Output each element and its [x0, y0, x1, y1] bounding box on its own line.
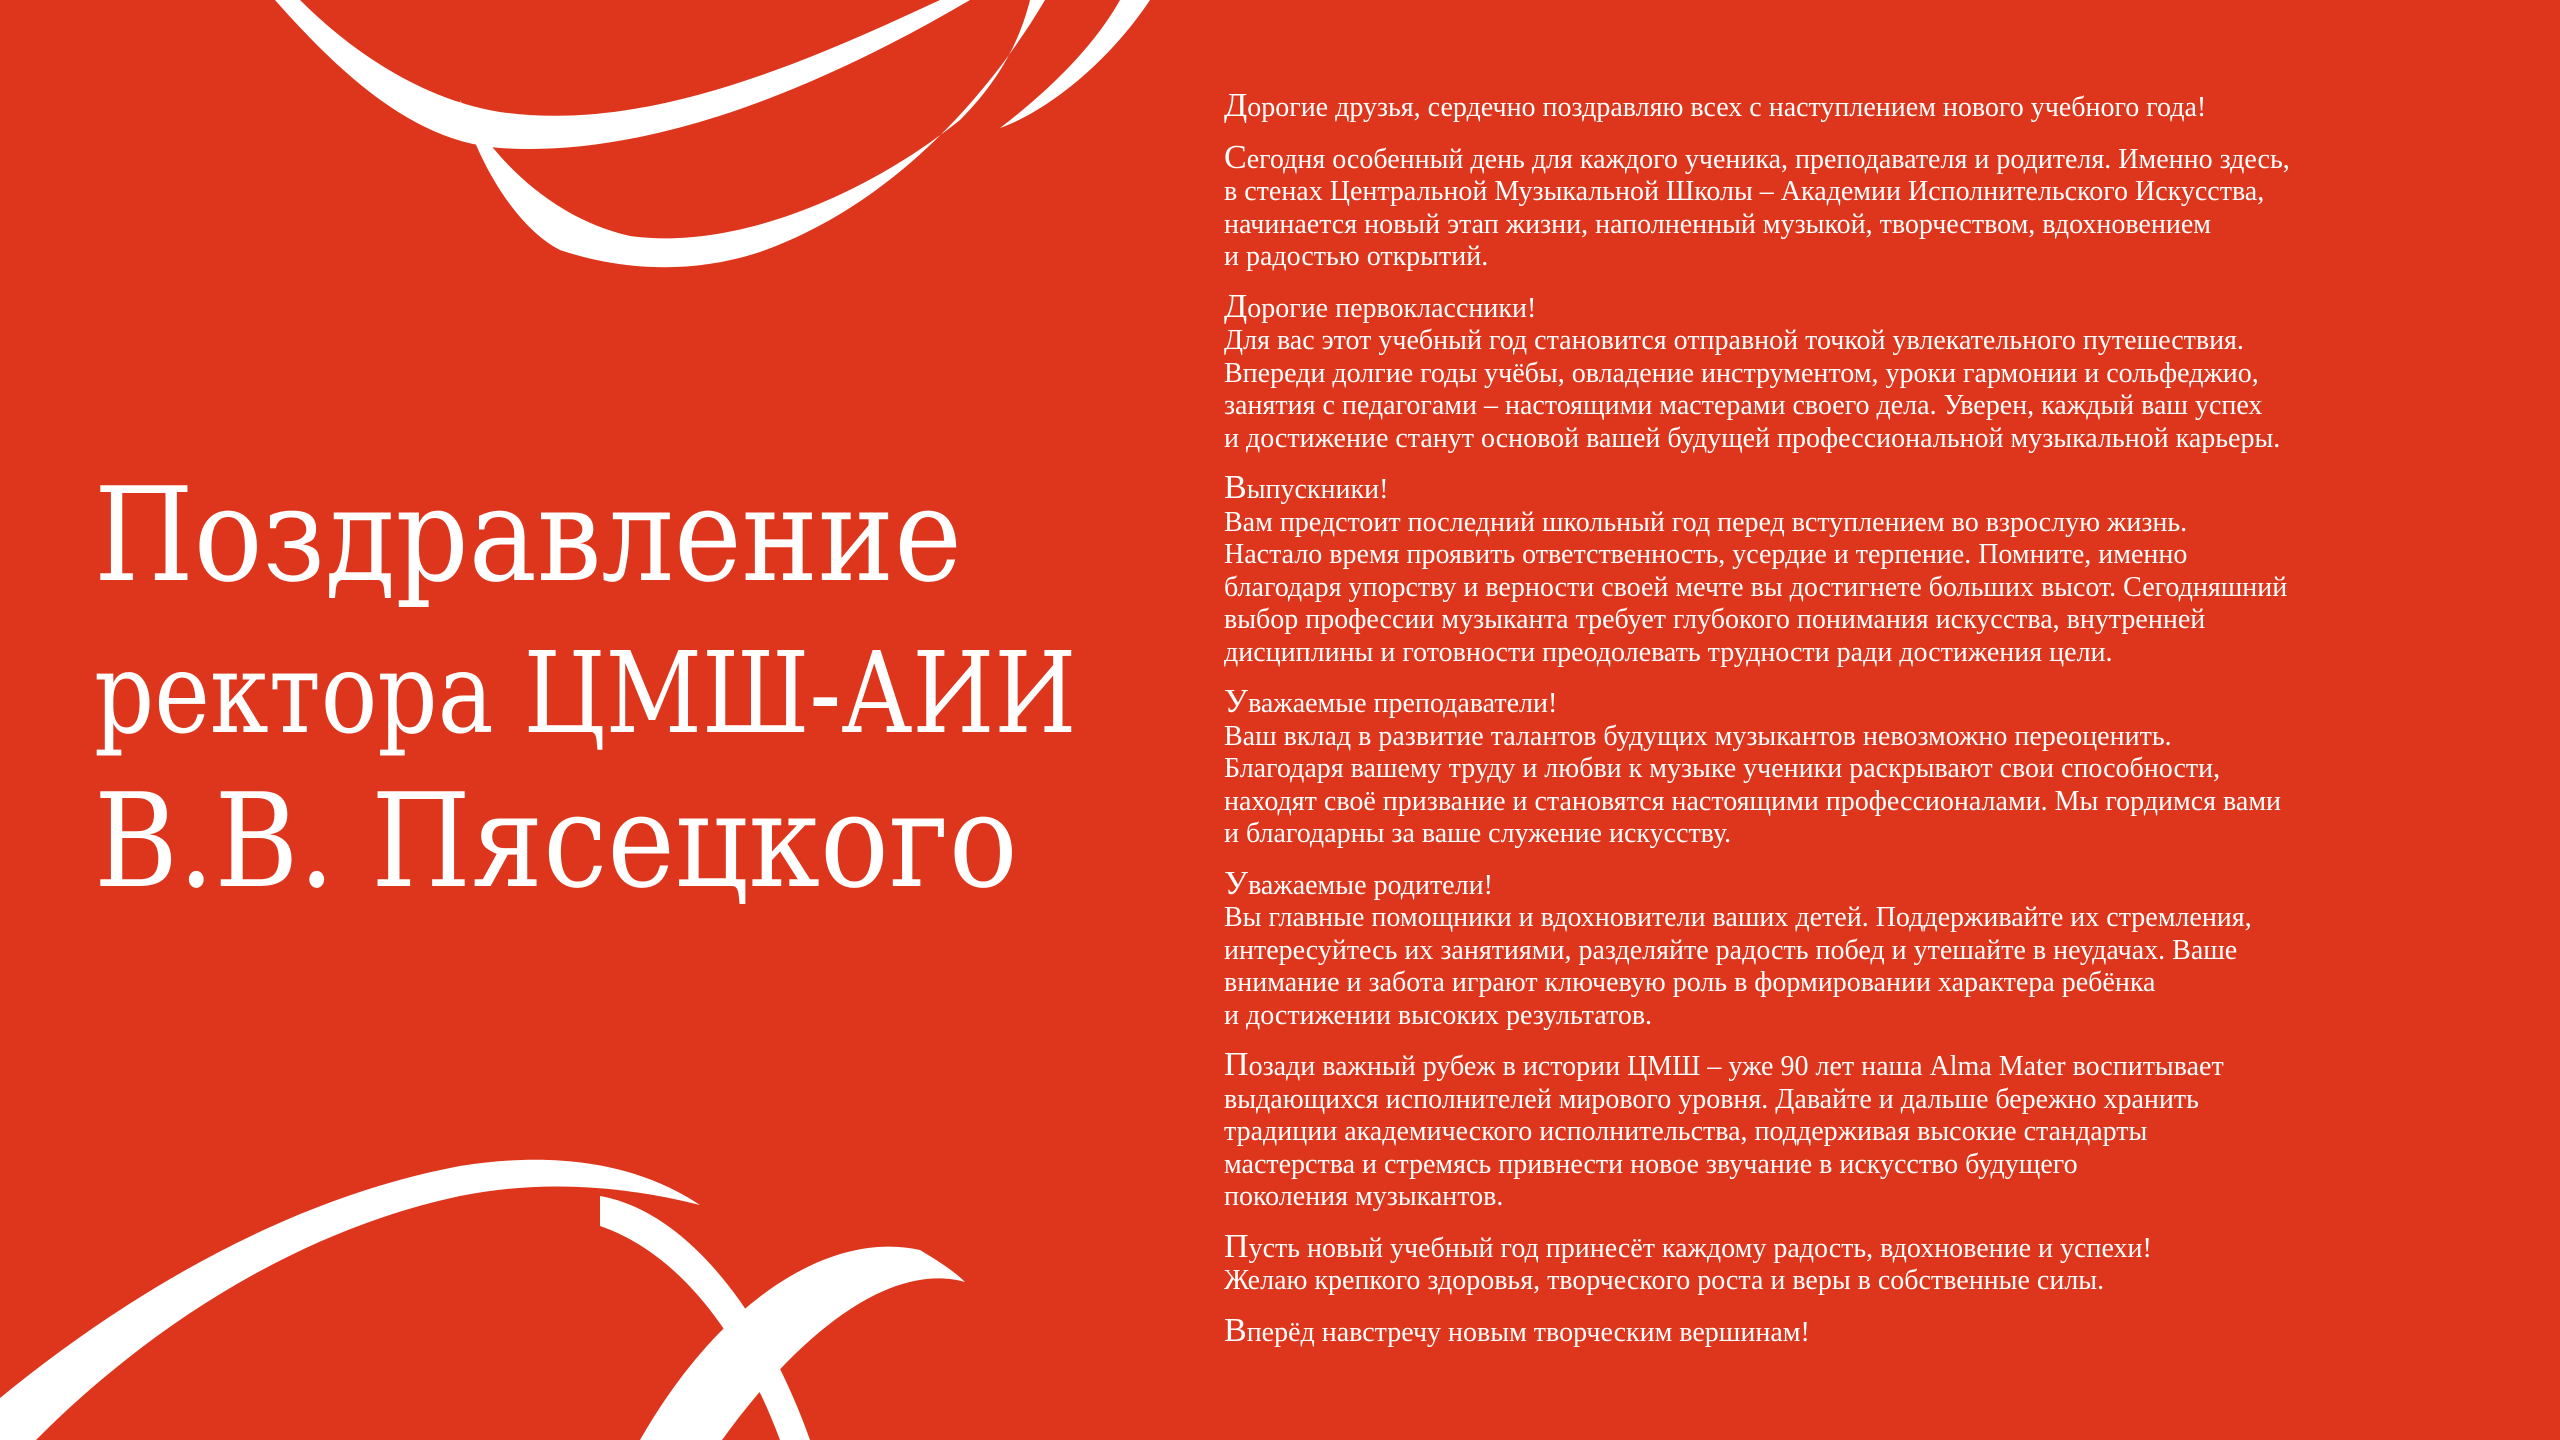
initial-letter: У [1224, 864, 1249, 902]
ribbon-bottom-left [0, 1160, 700, 1440]
ribbon-top-right [1000, 0, 1150, 128]
initial-letter: С [1224, 138, 1247, 176]
letter-line: занятия с педагогами – настоящими мастерами своего дела. Уверен, каждый ваш успех [1224, 390, 2263, 421]
letter-line: благодаря упорству и верности своей мечте вы достигнете больших высот. Сегодняшний [1224, 571, 2288, 603]
letter-line: Уважаемые преподаватели! [1224, 683, 1558, 720]
letter-line: выбор профессии музыканта требует глубокого понимания искусства, внутренней [1224, 604, 2206, 635]
letter-line: Настало время проявить ответственность, усердие и терпение. Помните, именно [1224, 539, 2188, 570]
letter-line: Вперёд навстречу новым творческим вершинам! [1224, 1311, 1810, 1349]
letter-line: начинается новый этап жизни, наполненный музыкой, творчеством, вдохновением [1224, 208, 2211, 240]
letter-line: Позади важный рубеж в истории ЦМШ – уже 90 лет наша Alma Mater воспитывает [1224, 1046, 2224, 1083]
letter-paragraph [1224, 1227, 2424, 1298]
ribbon-bottom-right [600, 1196, 810, 1440]
letter-line: Благодаря вашему труду и любви к музыке ученики раскрывают свои способности, [1224, 753, 2221, 784]
letter-line: в стенах Центральной Музыкальной Школы – Академии Исполнительского Искусства, [1224, 176, 2265, 207]
letter-line: и достижении высоких результатов. [1224, 999, 1653, 1031]
initial-letter: У [1224, 683, 1249, 720]
letter-line: мастерства и стремясь привнести новое звучание в искусство будущего [1224, 1148, 2078, 1180]
letter-line: и благодарны за ваше служение искусству. [1224, 818, 1732, 849]
ribbon-bottom-middle [640, 1247, 965, 1440]
page-title [94, 459, 1094, 917]
letter-line: Вы главные помощники и вдохновители ваших детей. Поддерживайте их стремления, [1224, 902, 2252, 933]
letter-paragraph [1224, 469, 2424, 669]
letter-line: интересуйтесь их занятиями, разделяйте радость побед и утешайте в неудачах. Ваше [1224, 934, 2238, 966]
letter-line: Ваш вклад в развитие талантов будущих музыкантов невозможно переоценить. [1224, 720, 2172, 752]
letter-line: и радостью открытий. [1224, 241, 1489, 272]
letter-line: выдающихся исполнителей мирового уровня. Давайте и дальше бережно хранить [1224, 1083, 2199, 1115]
letter-line: Впереди долгие годы учёбы, овладение инструментом, уроки гармонии и сольфеджио, [1224, 357, 2259, 389]
initial-letter: В [1224, 1311, 1247, 1349]
letter-line: внимание и забота играют ключевую роль в формировании характера ребёнка [1224, 967, 2156, 998]
initial-letter: П [1224, 1046, 1249, 1083]
letter-line: Сегодня особенный день для каждого ученика, преподавателя и родителя. Именно здесь, [1224, 138, 2290, 176]
letter-line: и достижение станут основой вашей будущей профессиональной музыкальной карьеры. [1224, 422, 2281, 454]
letter-line: поколения музыкантов. [1224, 1181, 1504, 1212]
ribbon-top-center [460, 0, 1045, 267]
letter-paragraph [1224, 864, 2424, 1033]
initial-letter: Д [1224, 87, 1248, 124]
initial-letter: П [1224, 1227, 1249, 1265]
letter-line: Дорогие первоклассники! [1224, 287, 1537, 325]
letter-paragraph [1224, 87, 2424, 125]
congratulation-letter [1224, 87, 2424, 1366]
letter-paragraph [1224, 1046, 2424, 1214]
letter-paragraph [1224, 1311, 2424, 1350]
letter-line: Желаю крепкого здоровья, творческого роста и веры в собственные силы. [1224, 1265, 2105, 1296]
letter-line: традиции академического исполнительства, поддерживая высокие стандарты [1224, 1116, 2148, 1147]
title-line-3: В.В. Пясецкого [94, 765, 1018, 917]
letter-paragraph [1224, 287, 2424, 456]
initial-letter: Д [1224, 287, 1248, 325]
initial-letter: В [1224, 469, 1247, 506]
title-line-1: Поздравление [94, 459, 962, 611]
letter-line: Вам предстоит последний школьный год перед вступлением во взрослую жизнь. [1224, 506, 2188, 538]
ribbon-top-left [275, 0, 970, 149]
letter-line: Уважаемые родители! [1224, 864, 1493, 902]
title-line-2: ректора ЦМШ-АИИ [94, 629, 1077, 759]
letter-line: Для вас этот учебный год становится отправной точкой увлекательного путешествия. [1224, 325, 2244, 356]
letter-line: Пусть новый учебный год принесёт каждому радость, вдохновение и успехи! [1224, 1227, 2152, 1265]
letter-line: дисциплины и готовности преодолевать трудности ради достижения цели. [1224, 636, 2113, 668]
letter-paragraph [1224, 683, 2424, 851]
letter-line: Выпускники! [1224, 469, 1389, 506]
letter-line: Дорогие друзья, сердечно поздравляю всех с наступлением нового учебного года! [1224, 87, 2207, 124]
letter-line: находят своё призвание и становятся настоящими профессионалами. Мы гордимся вами [1224, 785, 2282, 817]
letter-paragraph [1224, 138, 2424, 274]
